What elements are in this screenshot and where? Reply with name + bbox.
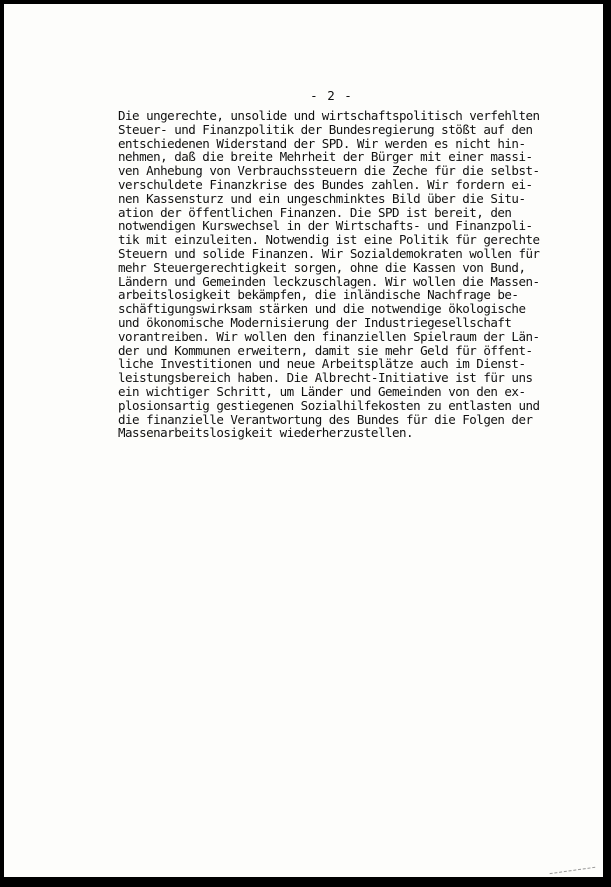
text-line: der und Kommunen erweitern, damit sie mehr Geld für öffent- (118, 342, 533, 358)
body-paragraph (118, 109, 540, 440)
text-line: entschiedenen Widerstand der SPD. Wir werden es nicht hin- (118, 135, 526, 151)
text-line: mehr Steuergerechtigkeit sorgen, ohne die Kassen von Bund, (118, 259, 526, 275)
text-line: Massenarbeitslosigkeit wiederherzustellen. (118, 425, 414, 441)
text-line: Steuer- und Finanzpolitik der Bundesregierung stößt auf den (118, 121, 533, 137)
text-line: plosionsartig gestiegenen Sozialhilfekosten zu entlasten und (118, 397, 540, 413)
text-line: die finanzielle Verantwortung des Bundes für die Folgen der (118, 411, 533, 427)
text-line: Die ungerechte, unsolide und wirtschaftspolitisch verfehlten (118, 108, 540, 123)
text-line: und ökonomische Modernisierung der Industriegesellschaft (118, 314, 512, 330)
text-line: liche Investitionen und neue Arbeitsplätze auch im Dienst- (118, 356, 526, 372)
text-line: ven Anhebung von Verbrauchssteuern die Zeche für die selbst- (118, 163, 540, 179)
text-line: tik mit einzuleiten. Notwendig ist eine Politik für gerechte (118, 232, 540, 248)
text-line: ein wichtiger Schritt, um Länder und Gemeinden von den ex- (118, 383, 526, 399)
text-line: notwendigen Kurswechsel in der Wirtschafts- und Finanzpoli- (118, 218, 533, 234)
text-line: Ländern und Gemeinden leckzuschlagen. Wir wollen die Massen- (118, 273, 540, 289)
page-number: - 2 - (310, 88, 353, 103)
text-line: nen Kassensturz und ein ungeschminktes Bild über die Situ- (118, 190, 526, 206)
text-line: ation der öffentlichen Finanzen. Die SPD ist bereit, den (118, 204, 512, 220)
text-line: arbeitslosigkeit bekämpfen, die inländische Nachfrage be- (118, 287, 519, 303)
text-line: leistungsbereich haben. Die Albrecht-Initiative ist für uns (118, 370, 533, 386)
text-line: verschuldete Finanzkrise des Bundes zahlen. Wir fordern ei- (118, 176, 533, 192)
text-line: schäftigungswirksam stärken und die notwendige ökologische (118, 301, 526, 317)
scan-edge-mark (549, 861, 596, 874)
document-page (4, 4, 603, 877)
text-line: nehmen, daß die breite Mehrheit der Bürger mit einer massi- (118, 149, 533, 165)
text-line: Steuern und solide Finanzen. Wir Sozialdemokraten wollen für (118, 245, 540, 261)
text-line: vorantreiben. Wir wollen den finanziellen Spielraum der Län- (118, 328, 540, 344)
